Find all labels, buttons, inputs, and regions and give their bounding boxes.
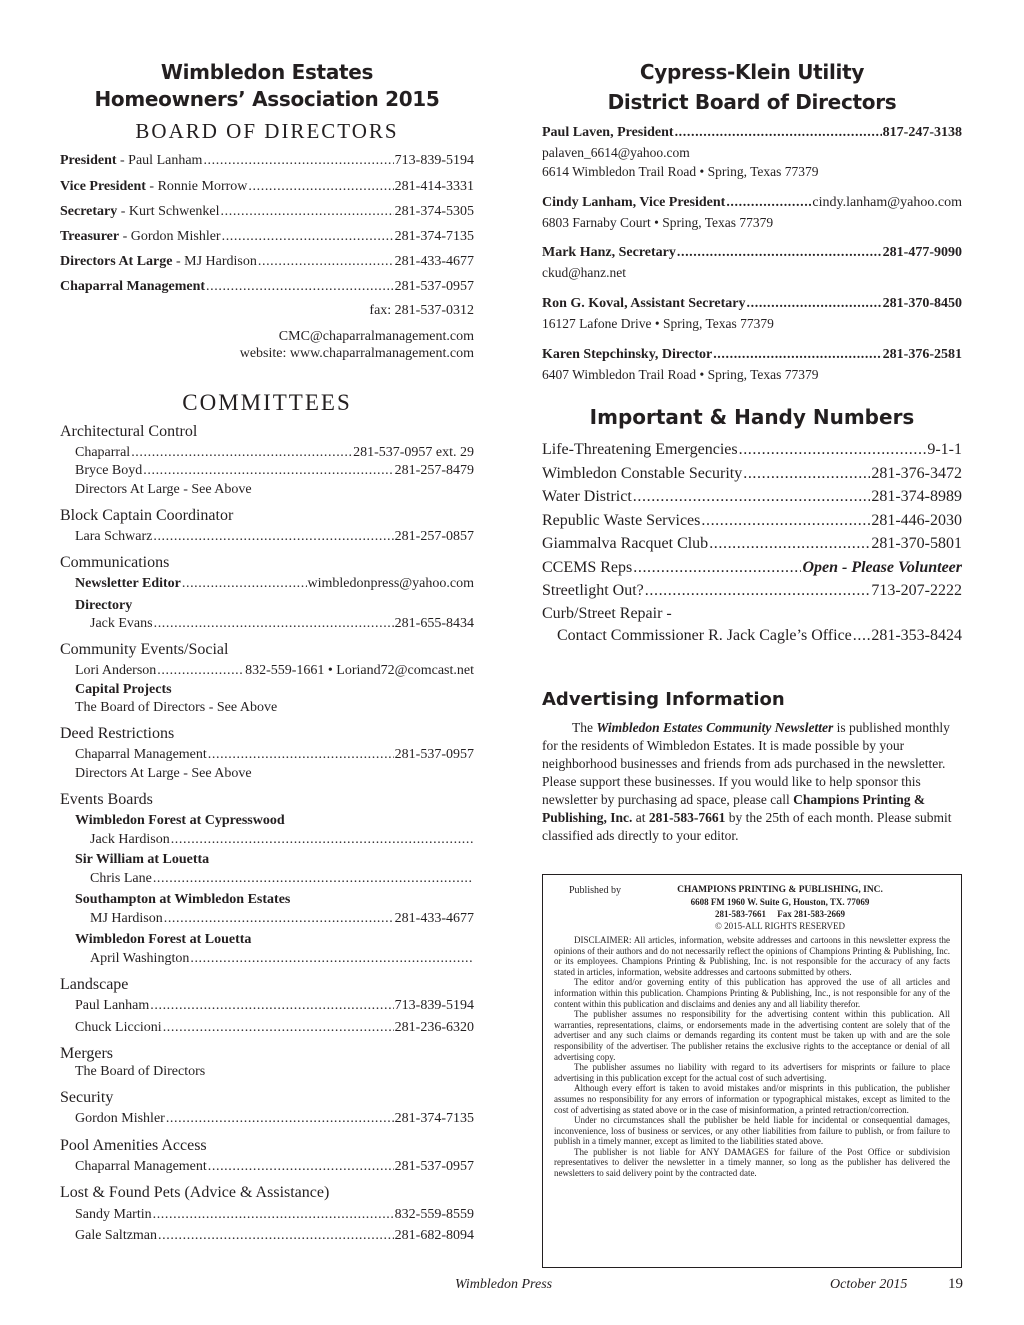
board-role-title: President (60, 153, 117, 168)
handy-row (542, 488, 962, 506)
handy-row (542, 535, 962, 553)
handy-label: Streetlight Out? (542, 582, 644, 599)
leader-dots (222, 229, 394, 245)
utility-row (542, 296, 962, 312)
committee-entry: Sandy Martin ..... 832-559-8559 (75, 1207, 474, 1223)
leader-dots (221, 204, 394, 220)
committee-entry: The Board of Directors (75, 1064, 206, 1079)
board-phone: 281-433-4677 (394, 254, 474, 269)
committee-subhead: Capital Projects (75, 682, 172, 697)
utility-member: Ron G. Koval, Assistant Secretary (542, 296, 746, 311)
committee-entry: Chaparral Management ..... 281-537-0957 (75, 747, 474, 763)
committee-entry: Chaparral ..... 281-537-0957 ext. 29 (75, 445, 474, 461)
leader-dots (726, 195, 811, 211)
committee-entry: The Board of Directors - See Above (75, 700, 278, 715)
chaparral-website: website: www.chaparralmanagement.com (239, 346, 474, 361)
board-phone: 281-537-0957 (394, 279, 474, 294)
utility-detail: 16127 Lafone Drive • Spring, Texas 77379 (542, 316, 774, 331)
handy-value: 713-207-2222 (871, 582, 962, 599)
committee-events-social: Community Events/Social (60, 641, 229, 658)
leader-dots (633, 488, 871, 506)
committee-block-captain: Block Captain Coordinator (60, 507, 234, 524)
leader-dots (701, 512, 870, 530)
committee-subhead: Sir William at Louetta (75, 852, 210, 867)
committee-entry: Gale Saltzman ..... 281-682-8094 (75, 1228, 474, 1244)
board-member-name: - Paul Lanham (116, 153, 203, 168)
board-role-title: Treasurer (60, 229, 120, 244)
handy-label: Wimbledon Constable Security (542, 464, 743, 482)
advertising-paragraph: The Wimbledon Estates Community Newsletter is published monthly for the residents of Wimbledon Estates. It is made possible by your neighborhood businesses and friends from ads purchased in the newsletter. Please support these businesses. If you would like to help sponsor this newsletter by purchasing ad space, please call Champions Printing & Publishing, Inc. at 281-583-7661 by the 25th of each month. Please submit classified ads directly to your editor. (542, 720, 952, 843)
leader-dots (258, 254, 394, 270)
board-phone: 281-414-3331 (394, 179, 474, 194)
utility-detail: 6803 Farnaby Court • Spring, Texas 77379 (542, 215, 774, 230)
disclaimer-paragraph: Under no circumstances shall the publisher be held liable for incidental or consequential damages, inconvenience, loss of business or services, or any other liabilities from failure to publish, or from failure to publish in a timely manner, except as limited to the liabilities stated above. (554, 1115, 950, 1147)
committee-subhead: Southampton at Wimbledon Estates (75, 892, 291, 907)
handy-row (542, 465, 962, 483)
leader-dots (739, 441, 927, 459)
handy-row (542, 512, 962, 530)
leader-dots (675, 125, 882, 141)
committee-entry: Jack Evans ..... 281-655-8434 (90, 616, 474, 632)
published-by-label: Published by (569, 885, 621, 896)
committee-subhead: Directory (75, 598, 133, 613)
leader-dots (713, 347, 881, 363)
committee-entry: Chuck Liccioni ..... 281-236-6320 (75, 1020, 474, 1036)
committee-entry: Directors At Large - See Above (75, 482, 252, 497)
disclaimer-paragraph: The publisher is not liable for ANY DAMAGES for failure of the Post Office or subdivision representatives to deliver the newsletter in a timely manner, so long as the publisher has delivered the newsletters to said delivery point by the contracted date. (554, 1146, 950, 1179)
disclaimer-paragraph: DISCLAIMER: All articles, information, website addresses and cartoons in this newsletter express the opinions of their authors and do not necessarily reflect the opinions of Champions Printing & Publishing, Inc. or its employees. Champions Printing & Publishing, Inc. is not responsible for the accuracy of any facts stated in articles, information, website addresses and cartoons submitted by others. (554, 935, 950, 977)
committee-architectural: Architectural Control (60, 423, 198, 440)
board-role (60, 153, 202, 169)
leader-dots (645, 582, 871, 600)
board-role (60, 279, 205, 295)
handy-row (542, 582, 962, 600)
utility-row (542, 195, 962, 211)
curb-label: Curb/Street Repair - (542, 605, 672, 622)
committee-entry: Paul Lanham ..... 713-839-5194 (75, 998, 474, 1014)
utility-row (542, 245, 962, 261)
leader-dots (743, 465, 870, 483)
handy-label: CCEMS Reps (542, 558, 633, 576)
board-role-title: Chaparral Management (60, 279, 206, 294)
board-row (60, 204, 474, 220)
board-role-title: Directors At Large (60, 254, 173, 269)
disclaimer-paragraph: The publisher assumes no responsibility for the advertising content within this publication. All warranties, representations, claims, or endorsements made in the advertising content are solely that of the advertiser and any such claims or demands regarding its content must be taken up with and are the sole responsibility of the advertiser. The publisher retains the exclusive rights to the acceptance or denial of all advertising copy. (554, 1009, 950, 1062)
board-role (60, 179, 247, 195)
committee-landscape: Landscape (60, 976, 129, 993)
handy-value: Open - Please Volunteer (802, 558, 962, 576)
handy-label: Republic Waste Services (542, 511, 701, 529)
utility-detail: 6614 Wimbledon Trail Road • Spring, Texas 77379 (542, 164, 819, 179)
hoa-title-line1: Wimbledon Estates (160, 60, 374, 84)
chaparral-email: CMC@chaparralmanagement.com (278, 329, 474, 344)
footer-publication: Wimbledon Press (455, 1277, 553, 1292)
board-row (60, 179, 474, 195)
committee-entry: MJ Hardison ..... 281-433-4677 (90, 911, 474, 927)
utility-contact: 281-376-2581 (882, 347, 962, 362)
publisher-rights: © 2015-ALL RIGHTS RESERVED (714, 921, 846, 931)
board-row (60, 254, 474, 270)
committee-communications: Communications (60, 554, 170, 571)
committee-entry: Chaparral Management ..... 281-537-0957 (75, 1159, 474, 1175)
handy-label: Water District (542, 488, 632, 505)
committee-entry: April Washington ..... (90, 951, 474, 967)
board-phone: 281-374-7135 (394, 229, 474, 244)
publisher-address: 6608 FM 1960 W. Suite G, Houston, TX. 77069 (690, 897, 870, 907)
handy-value: 9-1-1 (927, 441, 962, 458)
leader-dots (248, 179, 393, 195)
chaparral-fax: fax: 281-537-0312 (369, 303, 474, 318)
publisher-phone: 281-583-7661 Fax 281-583-2669 (715, 909, 845, 919)
board-phone: 713-839-5194 (394, 153, 474, 168)
publisher-disclaimer-box (542, 874, 962, 1268)
footer-date: October 2015 (830, 1277, 908, 1292)
leader-dots (709, 535, 870, 553)
committee-entry: Jack Hardison ..... (90, 832, 474, 848)
committee-mergers: Mergers (60, 1045, 114, 1062)
committee-pool: Pool Amenities Access (60, 1137, 207, 1154)
board-member-name: - Gordon Mishler (119, 229, 221, 244)
publisher-name: CHAMPIONS PRINTING & PUBLISHING, INC. (677, 885, 883, 895)
utility-contact: 817-247-3138 (882, 125, 962, 140)
committee-entry: Bryce Boyd ..... 281-257-8479 (75, 463, 474, 479)
disclaimer-text (554, 935, 950, 1179)
utility-row (542, 125, 962, 141)
committee-entry: Directors At Large - See Above (75, 766, 252, 781)
curb-contact: Contact Commissioner R. Jack Cagle’s Office ..... 281-353-8424 (557, 627, 962, 645)
disclaimer-paragraph: The editor and/or governing entity of this publication has approved the use of all articles and information within this publication. Champions Printing & Publishing, Inc., is not responsible for any of the content within this publication and disclaims and denies any and all liability therefor. (554, 977, 950, 1009)
leader-dots (206, 279, 394, 295)
committee-subhead: Wimbledon Forest at Cypresswood (75, 813, 285, 828)
board-role (60, 204, 220, 220)
hoa-title-line2: Homeowners’ Association 2015 (94, 87, 440, 111)
handy-value: 281-446-2030 (871, 511, 962, 529)
committee-entry: Lori Anderson ..... 832-559-1661 • Loriand72@comcast.net (75, 663, 474, 679)
board-role (60, 229, 221, 245)
board-row (60, 229, 474, 245)
board-member-name: - Ronnie Morrow (145, 179, 248, 194)
utility-member: Mark Hanz, Secretary (542, 245, 676, 260)
utility-member: Cindy Lanham, Vice President (542, 195, 726, 210)
board-row (60, 153, 474, 169)
disclaimer-paragraph: Although every effort is taken to avoid mistakes and/or misprints in this publication, the publisher assumes no responsibility for any errors of information or typographical mistakes, except as limited to the cost of advertising as stated above or in the case of misinformation, a printed retraction/correction. (554, 1083, 950, 1115)
board-role-title: Secretary (60, 204, 118, 219)
handy-heading: Important & Handy Numbers (589, 405, 915, 429)
utility-detail: palaven_6614@yahoo.com (542, 145, 690, 160)
advertising-heading: Advertising Information (542, 689, 785, 710)
utility-member: Karen Stepchinsky, Director (542, 347, 713, 362)
leader-dots (633, 559, 801, 577)
handy-label: Life-Threatening Emergencies (542, 441, 738, 458)
utility-contact: cindy.lanham@yahoo.com (812, 195, 962, 210)
utility-title-line2: District Board of Directors (607, 90, 897, 114)
board-member-name: - Kurt Schwenkel (117, 204, 220, 219)
committee-lost-found: Lost & Found Pets (Advice & Assistance) (60, 1184, 330, 1201)
leader-dots (677, 245, 882, 261)
utility-member: Paul Laven, President (542, 125, 674, 140)
committee-subhead: Wimbledon Forest at Louetta (75, 932, 252, 947)
handy-row (542, 559, 962, 577)
board-member-name: - MJ Hardison (172, 254, 257, 269)
committee-security: Security (60, 1089, 114, 1106)
committee-events-boards: Events Boards (60, 791, 153, 808)
handy-value: 281-376-3472 (871, 464, 962, 482)
board-role-title: Vice President (60, 179, 146, 194)
committees-heading: COMMITTEES (182, 390, 352, 415)
board-phone: 281-374-5305 (394, 204, 474, 219)
utility-row (542, 347, 962, 363)
utility-contact: 281-370-8450 (882, 296, 962, 311)
utility-title-line1: Cypress-Klein Utility (639, 60, 865, 84)
page-number: 19 (948, 1276, 963, 1292)
leader-dots (203, 153, 393, 169)
handy-row (542, 441, 962, 459)
utility-contact: 281-477-9090 (882, 245, 962, 260)
disclaimer-paragraph: The publisher assumes no liability with regard to its advertisers for misprints or failure to place advertising in this publication except for the actual cost of such advertising. (554, 1062, 950, 1083)
utility-detail: ckud@hanz.net (542, 265, 627, 280)
handy-value: 281-374-8989 (871, 488, 962, 505)
utility-detail: 6407 Wimbledon Trail Road • Spring, Texas 77379 (542, 367, 819, 382)
committee-entry: Newsletter Editor ..... wimbledonpress@yahoo.com (75, 576, 474, 592)
board-role (60, 254, 257, 270)
leader-dots (747, 296, 882, 312)
committee-entry: Chris Lane ..... (90, 871, 474, 887)
handy-label: Giammalva Racquet Club (542, 535, 709, 552)
board-row (60, 279, 474, 295)
board-heading: BOARD OF DIRECTORS (135, 119, 399, 143)
committee-entry: Lara Schwarz ..... 281-257-0857 (75, 529, 474, 545)
committee-deed: Deed Restrictions (60, 725, 175, 742)
handy-value: 281-370-5801 (871, 535, 962, 552)
committee-entry: Gordon Mishler ..... 281-374-7135 (75, 1111, 474, 1127)
